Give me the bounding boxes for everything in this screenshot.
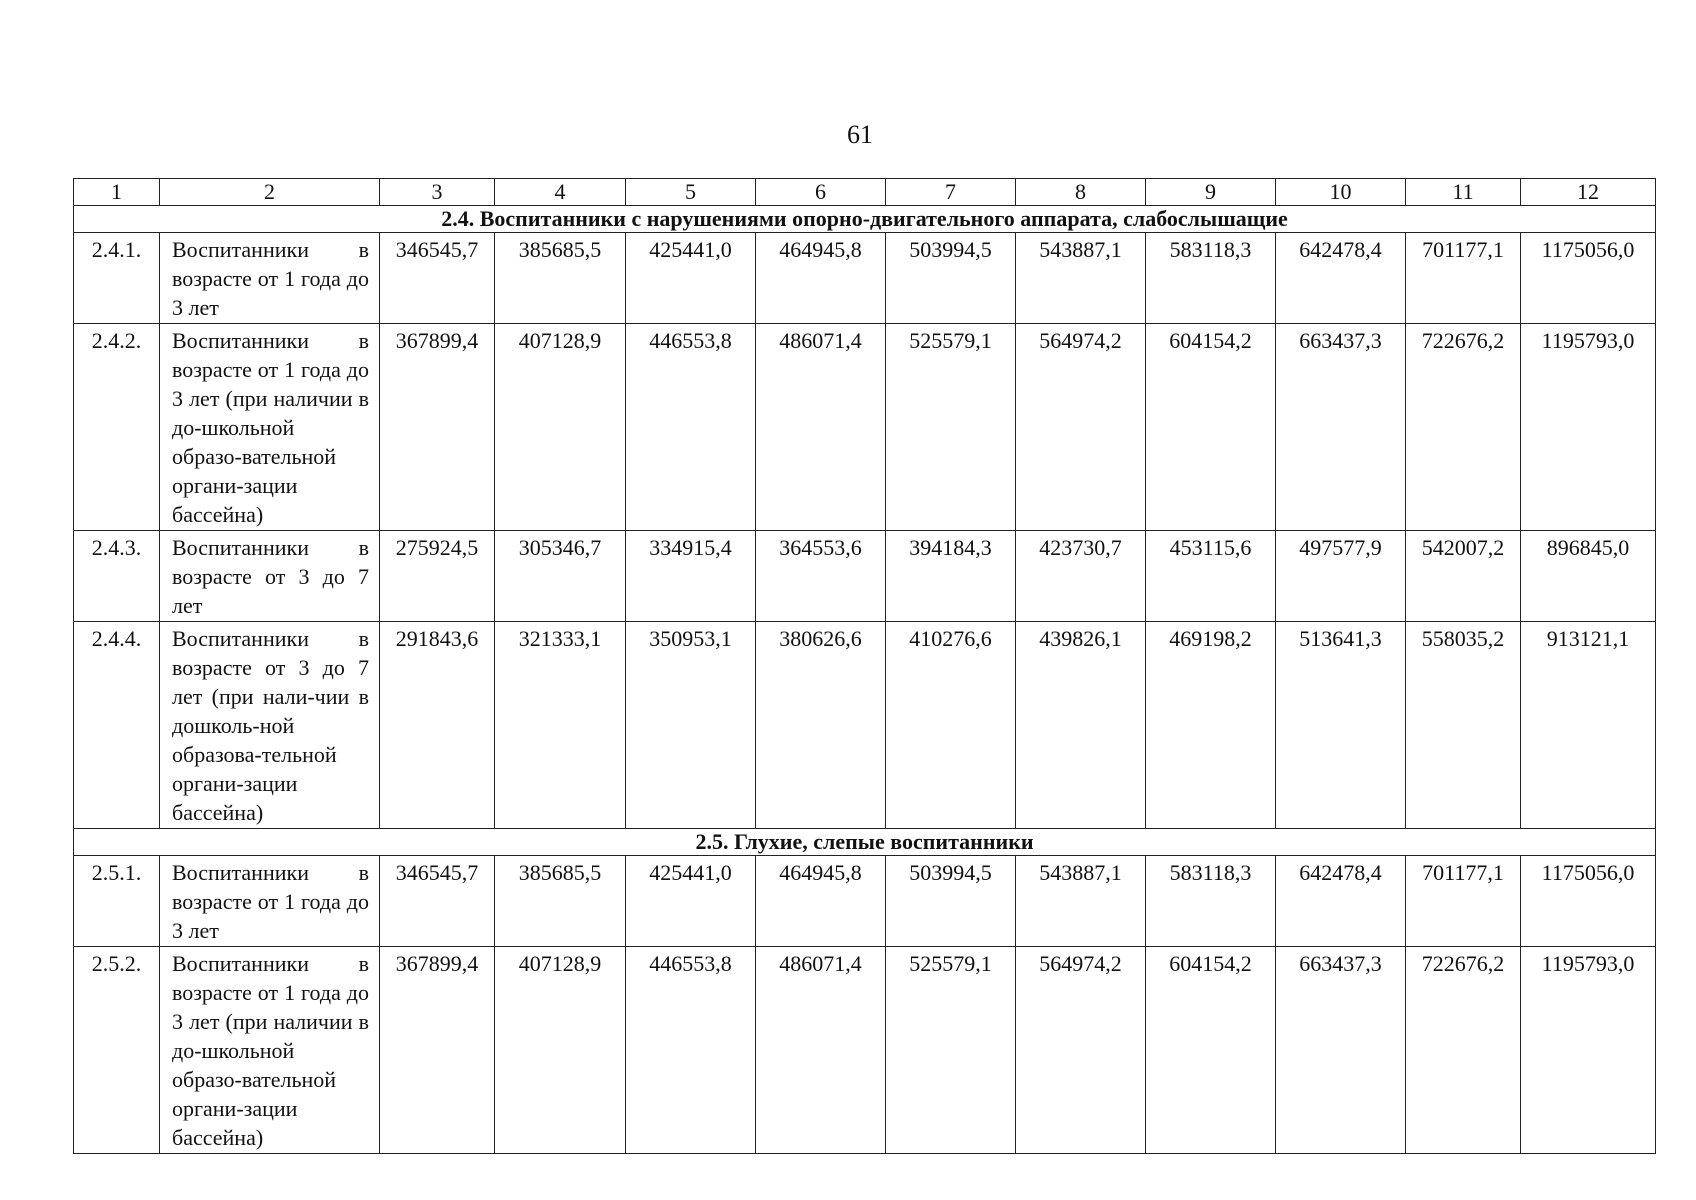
- header-cell: 9: [1146, 179, 1276, 206]
- header-cell: 6: [756, 179, 886, 206]
- value-cell: 334915,4: [626, 531, 756, 622]
- value-cell: 346545,7: [380, 856, 495, 947]
- row-description: Воспитанники в возрасте от 1 года до 3 лет: [160, 233, 380, 324]
- section-title: 2.4. Воспитанники с нарушениями опорно-двигательного аппарата, слабослышащие: [74, 206, 1656, 233]
- section-title: 2.5. Глухие, слепые воспитанники: [74, 829, 1656, 856]
- value-cell: 543887,1: [1016, 233, 1146, 324]
- row-description: Воспитанники в возрасте от 1 года до 3 лет (при наличии в до-школьной образо-вательной органи-зации бассейна): [160, 947, 380, 1154]
- row-number: 2.4.2.: [74, 324, 160, 531]
- value-cell: 1175056,0: [1521, 856, 1656, 947]
- header-cell: 3: [380, 179, 495, 206]
- value-cell: 701177,1: [1406, 856, 1521, 947]
- value-cell: 367899,4: [380, 324, 495, 531]
- page-number: 61: [847, 120, 873, 149]
- value-cell: 346545,7: [380, 233, 495, 324]
- value-cell: 913121,1: [1521, 622, 1656, 829]
- value-cell: 291843,6: [380, 622, 495, 829]
- value-cell: 305346,7: [495, 531, 626, 622]
- value-cell: 425441,0: [626, 233, 756, 324]
- value-cell: 722676,2: [1406, 324, 1521, 531]
- header-cell: 5: [626, 179, 756, 206]
- value-cell: 1195793,0: [1521, 324, 1656, 531]
- value-cell: 423730,7: [1016, 531, 1146, 622]
- table-row: [74, 856, 1656, 947]
- table-row: [74, 531, 1656, 622]
- header-cell: 10: [1276, 179, 1406, 206]
- section-row: [74, 206, 1656, 233]
- value-cell: 446553,8: [626, 947, 756, 1154]
- value-cell: 486071,4: [756, 947, 886, 1154]
- row-number: 2.5.2.: [74, 947, 160, 1154]
- value-cell: 525579,1: [886, 324, 1016, 531]
- row-description: Воспитанники в возрасте от 1 года до 3 лет (при наличии в до-школьной образо-вательной органи-зации бассейна): [160, 324, 380, 531]
- header-cell: 8: [1016, 179, 1146, 206]
- value-cell: 464945,8: [756, 856, 886, 947]
- value-cell: 564974,2: [1016, 947, 1146, 1154]
- value-cell: 275924,5: [380, 531, 495, 622]
- value-cell: 364553,6: [756, 531, 886, 622]
- value-cell: 380626,6: [756, 622, 886, 829]
- value-cell: 503994,5: [886, 856, 1016, 947]
- value-cell: 663437,3: [1276, 324, 1406, 531]
- value-cell: 497577,9: [1276, 531, 1406, 622]
- value-cell: 385685,5: [495, 233, 626, 324]
- value-cell: 464945,8: [756, 233, 886, 324]
- value-cell: 722676,2: [1406, 947, 1521, 1154]
- table-row: [74, 622, 1656, 829]
- value-cell: 701177,1: [1406, 233, 1521, 324]
- value-cell: 407128,9: [495, 947, 626, 1154]
- value-cell: 564974,2: [1016, 324, 1146, 531]
- value-cell: 896845,0: [1521, 531, 1656, 622]
- header-cell: 2: [160, 179, 380, 206]
- value-cell: 604154,2: [1146, 324, 1276, 531]
- value-cell: 453115,6: [1146, 531, 1276, 622]
- value-cell: 583118,3: [1146, 856, 1276, 947]
- value-cell: 1195793,0: [1521, 947, 1656, 1154]
- data-table: [73, 178, 1656, 1154]
- value-cell: 350953,1: [626, 622, 756, 829]
- value-cell: 558035,2: [1406, 622, 1521, 829]
- value-cell: 642478,4: [1276, 856, 1406, 947]
- row-description: Воспитанники в возрасте от 3 до 7 лет (при нали-чии в дошколь-ной образова-тельной органи-зации бассейна): [160, 622, 380, 829]
- value-cell: 367899,4: [380, 947, 495, 1154]
- header-row: [74, 179, 1656, 206]
- value-cell: 410276,6: [886, 622, 1016, 829]
- value-cell: 407128,9: [495, 324, 626, 531]
- row-description: Воспитанники в возрасте от 3 до 7 лет: [160, 531, 380, 622]
- header-cell: 11: [1406, 179, 1521, 206]
- value-cell: 642478,4: [1276, 233, 1406, 324]
- value-cell: 543887,1: [1016, 856, 1146, 947]
- value-cell: 321333,1: [495, 622, 626, 829]
- value-cell: 604154,2: [1146, 947, 1276, 1154]
- value-cell: 446553,8: [626, 324, 756, 531]
- value-cell: 425441,0: [626, 856, 756, 947]
- value-cell: 583118,3: [1146, 233, 1276, 324]
- header-cell: 4: [495, 179, 626, 206]
- row-number: 2.4.3.: [74, 531, 160, 622]
- value-cell: 469198,2: [1146, 622, 1276, 829]
- value-cell: 542007,2: [1406, 531, 1521, 622]
- value-cell: 1175056,0: [1521, 233, 1656, 324]
- value-cell: 513641,3: [1276, 622, 1406, 829]
- table-row: [74, 233, 1656, 324]
- section-row: [74, 829, 1656, 856]
- value-cell: 439826,1: [1016, 622, 1146, 829]
- table-row: [74, 947, 1656, 1154]
- row-number: 2.5.1.: [74, 856, 160, 947]
- row-number: 2.4.4.: [74, 622, 160, 829]
- value-cell: 663437,3: [1276, 947, 1406, 1154]
- value-cell: 394184,3: [886, 531, 1016, 622]
- table-row: [74, 324, 1656, 531]
- value-cell: 503994,5: [886, 233, 1016, 324]
- row-number: 2.4.1.: [74, 233, 160, 324]
- value-cell: 385685,5: [495, 856, 626, 947]
- header-cell: 7: [886, 179, 1016, 206]
- value-cell: 525579,1: [886, 947, 1016, 1154]
- header-cell: 1: [74, 179, 160, 206]
- row-description: Воспитанники в возрасте от 1 года до 3 лет: [160, 856, 380, 947]
- header-cell: 12: [1521, 179, 1656, 206]
- value-cell: 486071,4: [756, 324, 886, 531]
